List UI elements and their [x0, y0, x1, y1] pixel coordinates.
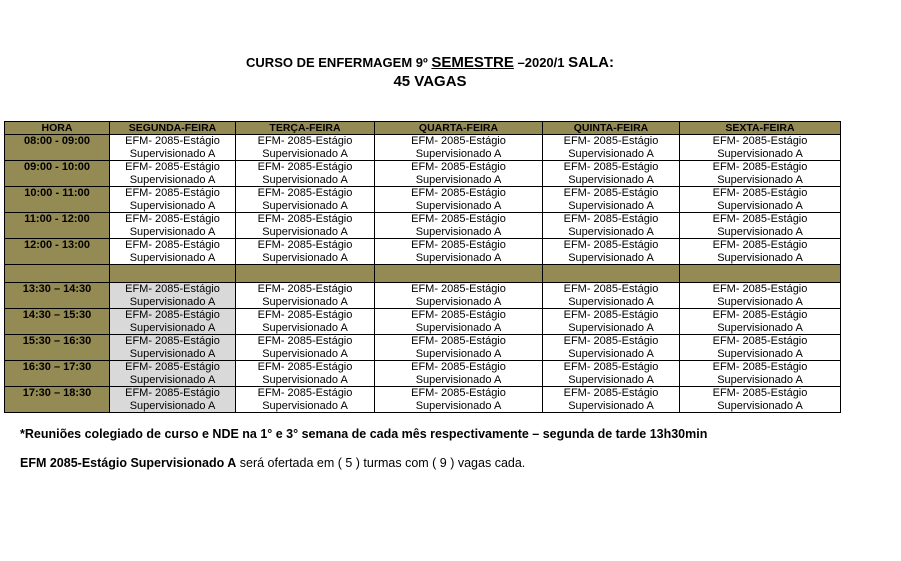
hour-cell: 08:00 - 09:00: [5, 135, 110, 161]
class-code: EFM- 2085-Estágio: [712, 213, 808, 225]
class-code: EFM- 2085-Estágio: [563, 309, 659, 321]
class-code: EFM- 2085-Estágio: [411, 239, 506, 251]
class-name: Supervisionado A: [415, 225, 502, 238]
vagas-title: 45 VAGAS: [393, 73, 467, 90]
class-name: Supervisionado A: [262, 321, 348, 334]
class-code: EFM- 2085-Estágio: [125, 161, 220, 173]
class-cell-terca: [236, 161, 375, 187]
hour-cell: 11:00 - 12:00: [5, 213, 110, 239]
break-cell: [236, 265, 375, 283]
class-cell-quinta: [543, 135, 680, 161]
class-name: Supervisionado A: [129, 173, 216, 186]
class-cell-sexta: [680, 309, 841, 335]
class-cell-sexta: [680, 161, 841, 187]
class-name: Supervisionado A: [262, 251, 348, 264]
break-cell: [543, 265, 680, 283]
class-name: Supervisionado A: [568, 373, 654, 386]
class-cell-quarta: [375, 283, 543, 309]
class-name: Supervisionado A: [129, 399, 216, 412]
col-header-segunda: SEGUNDA-FEIRA: [110, 122, 236, 135]
class-cell-quinta: [543, 387, 680, 413]
class-name: Supervisionado A: [717, 199, 803, 212]
break-cell: [375, 265, 543, 283]
class-cell-quarta: [375, 135, 543, 161]
class-code: EFM- 2085-Estágio: [563, 335, 659, 347]
table-row: [5, 161, 841, 187]
class-cell-terca: [236, 213, 375, 239]
class-name: Supervisionado A: [262, 225, 348, 238]
class-cell-sexta: [680, 361, 841, 387]
class-cell-quarta: [375, 309, 543, 335]
class-name: Supervisionado A: [129, 147, 216, 160]
class-code: EFM- 2085-Estágio: [125, 239, 220, 251]
class-cell-quinta: [543, 161, 680, 187]
hour-cell: 13:30 – 14:30: [5, 283, 110, 309]
class-cell-quarta: [375, 239, 543, 265]
class-cell-terca: [236, 135, 375, 161]
hour-cell: 14:30 – 15:30: [5, 309, 110, 335]
class-cell-quinta: [543, 335, 680, 361]
offer-course: EFM 2085-Estágio Supervisionado A: [20, 456, 237, 470]
class-name: Supervisionado A: [129, 373, 216, 386]
class-code: EFM- 2085-Estágio: [712, 387, 808, 399]
class-name: Supervisionado A: [717, 321, 803, 334]
class-code: EFM- 2085-Estágio: [411, 309, 506, 321]
class-cell-quinta: [543, 361, 680, 387]
table-row: [5, 335, 841, 361]
table-row: [5, 213, 841, 239]
hour-cell: 17:30 – 18:30: [5, 387, 110, 413]
class-code: EFM- 2085-Estágio: [563, 361, 659, 373]
class-name: Supervisionado A: [129, 225, 216, 238]
class-cell-quinta: [543, 239, 680, 265]
class-name: Supervisionado A: [415, 295, 502, 308]
class-code: EFM- 2085-Estágio: [563, 213, 659, 225]
class-name: Supervisionado A: [415, 347, 502, 360]
class-cell-quinta: [543, 283, 680, 309]
class-name: Supervisionado A: [568, 173, 654, 186]
class-name: Supervisionado A: [415, 251, 502, 264]
class-code: EFM- 2085-Estágio: [411, 135, 506, 147]
class-cell-terca: [236, 361, 375, 387]
meeting-note: *Reuniões colegiado de curso e NDE na 1° e 3° semana de cada mês respectivamente – segunda de tarde 13h30min: [20, 427, 708, 441]
class-name: Supervisionado A: [415, 199, 502, 212]
class-cell-sexta: [680, 239, 841, 265]
class-code: EFM- 2085-Estágio: [125, 309, 220, 321]
class-code: EFM- 2085-Estágio: [257, 135, 353, 147]
class-name: Supervisionado A: [415, 321, 502, 334]
offer-details: será ofertada em ( 5 ) turmas com ( 9 ) vagas cada.: [236, 456, 526, 470]
offer-text: [20, 456, 525, 470]
class-code: EFM- 2085-Estágio: [712, 187, 808, 199]
class-cell-terca: [236, 387, 375, 413]
class-name: Supervisionado A: [262, 147, 348, 160]
class-name: Supervisionado A: [415, 399, 502, 412]
col-header-quarta: QUARTA-FEIRA: [375, 122, 543, 135]
class-cell-quarta: [375, 161, 543, 187]
class-name: Supervisionado A: [717, 295, 803, 308]
class-code: EFM- 2085-Estágio: [712, 239, 808, 251]
class-code: EFM- 2085-Estágio: [125, 187, 220, 199]
class-code: EFM- 2085-Estágio: [257, 213, 353, 225]
class-cell-quinta: [543, 213, 680, 239]
class-cell-quinta: [543, 187, 680, 213]
class-code: EFM- 2085-Estágio: [411, 161, 506, 173]
class-code: EFM- 2085-Estágio: [563, 239, 659, 251]
semester-label: SEMESTRE: [431, 54, 514, 71]
class-name: Supervisionado A: [415, 173, 502, 186]
class-cell-quarta: [375, 335, 543, 361]
class-cell-segunda: [110, 161, 236, 187]
class-name: Supervisionado A: [129, 321, 216, 334]
class-code: EFM- 2085-Estágio: [411, 361, 506, 373]
class-cell-segunda: [110, 309, 236, 335]
hour-cell: 16:30 – 17:30: [5, 361, 110, 387]
class-cell-segunda: [110, 387, 236, 413]
class-code: EFM- 2085-Estágio: [411, 283, 506, 295]
class-cell-sexta: [680, 283, 841, 309]
class-cell-sexta: [680, 135, 841, 161]
class-name: Supervisionado A: [262, 399, 348, 412]
class-name: Supervisionado A: [129, 251, 216, 264]
class-code: EFM- 2085-Estágio: [712, 361, 808, 373]
header-row: [5, 122, 841, 135]
class-name: Supervisionado A: [262, 173, 348, 186]
col-header-terca: TERÇA-FEIRA: [236, 122, 375, 135]
hour-cell: 09:00 - 10:00: [5, 161, 110, 187]
class-name: Supervisionado A: [568, 147, 654, 160]
class-name: Supervisionado A: [568, 399, 654, 412]
class-name: Supervisionado A: [262, 373, 348, 386]
class-code: EFM- 2085-Estágio: [563, 387, 659, 399]
class-cell-sexta: [680, 213, 841, 239]
hour-cell: 10:00 - 11:00: [5, 187, 110, 213]
class-code: EFM- 2085-Estágio: [712, 309, 808, 321]
class-code: EFM- 2085-Estágio: [125, 361, 220, 373]
class-name: Supervisionado A: [262, 295, 348, 308]
class-cell-segunda: [110, 335, 236, 361]
class-code: EFM- 2085-Estágio: [257, 361, 353, 373]
class-cell-quarta: [375, 387, 543, 413]
class-code: EFM- 2085-Estágio: [257, 283, 353, 295]
break-cell: [5, 265, 110, 283]
class-cell-terca: [236, 335, 375, 361]
table-row: [5, 309, 841, 335]
lunch-break-row: [5, 265, 841, 283]
class-cell-quinta: [543, 309, 680, 335]
class-cell-sexta: [680, 187, 841, 213]
class-cell-sexta: [680, 387, 841, 413]
hour-cell: 15:30 – 16:30: [5, 335, 110, 361]
class-code: EFM- 2085-Estágio: [125, 387, 220, 399]
break-cell: [110, 265, 236, 283]
table-row: [5, 283, 841, 309]
class-name: Supervisionado A: [717, 147, 803, 160]
class-cell-segunda: [110, 213, 236, 239]
class-cell-terca: [236, 283, 375, 309]
class-code: EFM- 2085-Estágio: [125, 135, 220, 147]
table-row: [5, 239, 841, 265]
class-name: Supervisionado A: [415, 373, 502, 386]
class-code: EFM- 2085-Estágio: [563, 161, 659, 173]
class-name: Supervisionado A: [568, 295, 654, 308]
class-cell-segunda: [110, 239, 236, 265]
class-cell-quarta: [375, 361, 543, 387]
table-row: [5, 387, 841, 413]
class-code: EFM- 2085-Estágio: [257, 309, 353, 321]
class-cell-terca: [236, 309, 375, 335]
class-code: EFM- 2085-Estágio: [563, 187, 659, 199]
class-name: Supervisionado A: [262, 199, 348, 212]
class-code: EFM- 2085-Estágio: [257, 239, 353, 251]
class-name: Supervisionado A: [717, 173, 803, 186]
class-cell-terca: [236, 187, 375, 213]
class-name: Supervisionado A: [129, 295, 216, 308]
table-row: [5, 135, 841, 161]
class-code: EFM- 2085-Estágio: [712, 161, 808, 173]
class-code: EFM- 2085-Estágio: [411, 335, 506, 347]
class-cell-quarta: [375, 213, 543, 239]
class-code: EFM- 2085-Estágio: [257, 187, 353, 199]
class-name: Supervisionado A: [717, 373, 803, 386]
class-cell-terca: [236, 239, 375, 265]
page-title: [0, 55, 860, 71]
class-name: Supervisionado A: [415, 147, 502, 160]
class-code: EFM- 2085-Estágio: [563, 135, 659, 147]
class-cell-segunda: [110, 283, 236, 309]
class-code: EFM- 2085-Estágio: [712, 283, 808, 295]
class-name: Supervisionado A: [717, 399, 803, 412]
class-cell-quarta: [375, 187, 543, 213]
class-cell-sexta: [680, 335, 841, 361]
col-header-hora: HORA: [5, 122, 110, 135]
class-code: EFM- 2085-Estágio: [411, 387, 506, 399]
class-code: EFM- 2085-Estágio: [125, 335, 220, 347]
class-name: Supervisionado A: [129, 199, 216, 212]
class-name: Supervisionado A: [568, 321, 654, 334]
break-cell: [680, 265, 841, 283]
class-code: EFM- 2085-Estágio: [257, 161, 353, 173]
class-code: EFM- 2085-Estágio: [712, 135, 808, 147]
class-code: EFM- 2085-Estágio: [257, 387, 353, 399]
table-row: [5, 187, 841, 213]
class-code: EFM- 2085-Estágio: [411, 187, 506, 199]
class-name: Supervisionado A: [568, 347, 654, 360]
class-name: Supervisionado A: [568, 199, 654, 212]
hour-cell: 12:00 - 13:00: [5, 239, 110, 265]
class-cell-segunda: [110, 361, 236, 387]
sala-label: SALA:: [568, 54, 614, 71]
class-name: Supervisionado A: [568, 225, 654, 238]
period-label: –2020/1: [517, 55, 565, 70]
class-cell-segunda: [110, 135, 236, 161]
class-name: Supervisionado A: [129, 347, 216, 360]
col-header-sexta: SEXTA-FEIRA: [680, 122, 841, 135]
class-name: Supervisionado A: [262, 347, 348, 360]
col-header-quinta: QUINTA-FEIRA: [543, 122, 680, 135]
class-code: EFM- 2085-Estágio: [257, 335, 353, 347]
class-name: Supervisionado A: [717, 225, 803, 238]
class-code: EFM- 2085-Estágio: [125, 213, 220, 225]
schedule-table: [4, 121, 841, 413]
class-cell-segunda: [110, 187, 236, 213]
class-code: EFM- 2085-Estágio: [563, 283, 659, 295]
course-title: CURSO DE ENFERMAGEM 9º: [246, 55, 428, 70]
table-row: [5, 361, 841, 387]
class-code: EFM- 2085-Estágio: [411, 213, 506, 225]
class-name: Supervisionado A: [717, 251, 803, 264]
class-name: Supervisionado A: [717, 347, 803, 360]
class-name: Supervisionado A: [568, 251, 654, 264]
class-code: EFM- 2085-Estágio: [712, 335, 808, 347]
class-code: EFM- 2085-Estágio: [125, 283, 220, 295]
